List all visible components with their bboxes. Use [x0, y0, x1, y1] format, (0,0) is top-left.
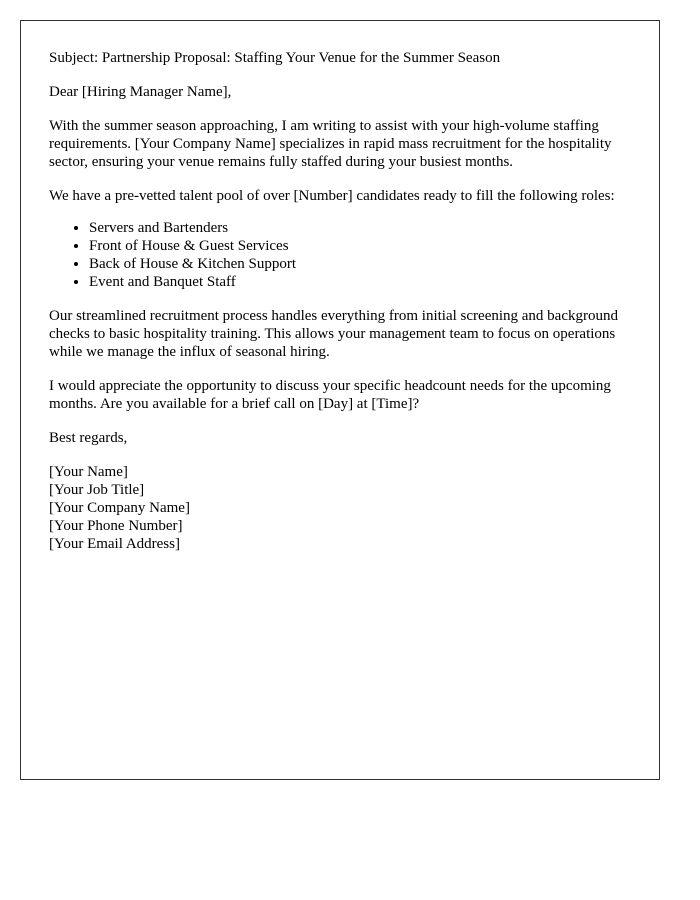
roles-list — [49, 219, 631, 291]
letter-page — [20, 20, 660, 780]
subject-line: Subject: Partnership Proposal: Staffing Your Venue for the Summer Season — [49, 50, 501, 66]
signature-email: [Your Email Address] — [49, 536, 180, 552]
signature-phone: [Your Phone Number] — [49, 518, 183, 534]
signature-company: [Your Company Name] — [49, 500, 190, 516]
salutation: Dear [Hiring Manager Name], — [49, 84, 232, 100]
intro-paragraph: With the summer season approaching, I am writing to assist with your high-volume staffing requirements. [Your Company Name] specializes in rapid mass recruitment for the hospitality sector, ensuring your venue remains fully staffed during your busiest months. — [49, 118, 612, 170]
signature-name: [Your Name] — [49, 464, 128, 480]
process-paragraph: Our streamlined recruitment process handles everything from initial screening and background checks to basic hospitality training. This allows your management team to focus on operations while we manage the influx of seasonal hiring. — [49, 308, 618, 360]
talent-pool-paragraph: We have a pre-vetted talent pool of over [Number] candidates ready to fill the following roles: — [49, 188, 615, 204]
closing: Best regards, — [49, 430, 128, 446]
signature-job-title: [Your Job Title] — [49, 482, 145, 498]
list-item: • Back of House & Kitchen Support — [89, 255, 631, 273]
call-request-paragraph: I would appreciate the opportunity to discuss your specific headcount needs for the upcoming months. Are you available for a brief call on [Day] at [Time]? — [49, 378, 611, 412]
signature-block — [49, 463, 631, 553]
list-item: • Event and Banquet Staff — [89, 273, 631, 291]
list-item: • Front of House & Guest Services — [89, 237, 631, 255]
list-item: • Servers and Bartenders — [89, 219, 631, 237]
